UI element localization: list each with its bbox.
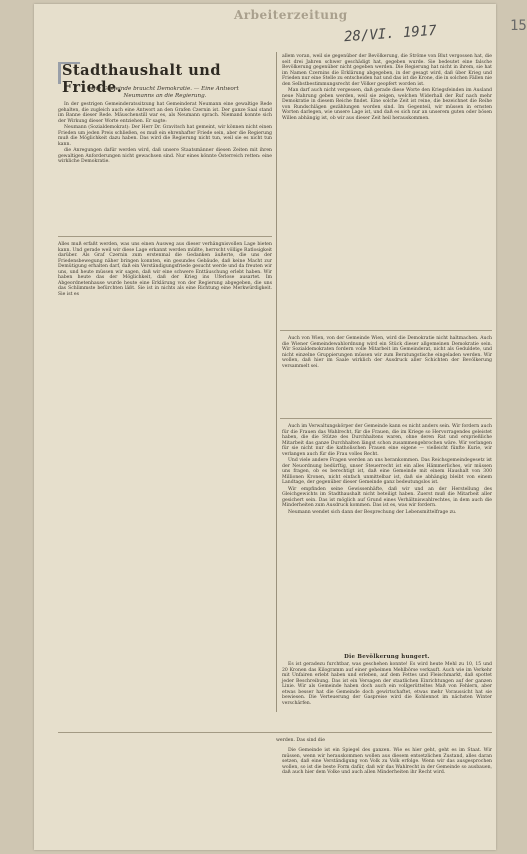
paragraph: Die Gemeinde ist ein Spiegel des ganzen. Wie es hier geht, geht es im Staat. Wir müssen, wenn wir herauskommen wollen aus diesem entsetzlichen Zustand, alles daran setzen, daß eine Verständigung von Volk zu Volk erfolge. Wenn wir das ausgesprochen wollen, so ist die beste Form dafür, daß wir das Wahlrecht in der Gemeinde so ausbauen, daß auch hier dem Volke und auch allen Minderheiten ihr Recht wird. bbox=[282, 748, 492, 775]
right-column-lower bbox=[282, 424, 492, 650]
page-number: 15 bbox=[510, 18, 527, 34]
section-divider bbox=[280, 418, 492, 419]
paragraph: werden. Das sind die bbox=[276, 738, 325, 743]
subhead: Die Gemeinde braucht Demokratie. — Eine Antwort bbox=[91, 86, 239, 92]
paragraph: Alles muß erfaßt werden, was uns einen Ausweg aus dieser verhängnisvollen Lage bieten kann. Und gerade weil wir diese Lage erkannt werden müßte, herrscht völlige Ratlosigkeit darüber. Als Graf Czernin zum erstenmal die Gedanken äußerte, die uns der Friedensbewegung näher bringen konnten, ein gesundes Gebäude, daß keine Macht zur Demütigung erhalten darf, daß ein Verständigungsfriede gesucht werde und da freuten wir uns, und heute müssen wir sagen, daß wir eine schwere Enttäuschung erlebt haben. Wir haben heute das der Möglichkeit, daß der Krieg ins Uferlose ausartet. Im Abgeordnetenhause wurde heute eine Erklärung von der Regierung abgegeben, die uns das Schlimmste befürchten läßt. Sie ist in nichts als eine Richtung eine Merkwürdigkeit. Sie ist es bbox=[58, 242, 272, 297]
paragraph: Neumann (Sozialdemokrat): Der Herr Dr. Gravitsch hat gemeint, wir können nicht einen Frieden um jeden Preis schließen, es muß ein ehrenhafter Friede sein, aber die Regierung muß die Möglichkeit dazu haben. Das wird die Regierung nicht tun, weil sie es nicht tun kann. bbox=[58, 125, 272, 147]
paragraph: Neumann wendet sich dann der Besprechung der Lebensmittelfrage zu. bbox=[288, 509, 457, 515]
paragraph: Wir empfinden seine Gewissenhäfte, daß wir und an der Herstellung des Gleichgewichts im Stadthaushalt nicht beteiligt haben. Zuerst muß die Mitarbeit aller gesichert sein. Das ist möglich auf Grund eines Verhältniswahlrechtes, in dem auch die Minderheiten zum Ausdruck kommen. Das ist es, was wir fordern. bbox=[282, 486, 492, 508]
left-column-bottom bbox=[58, 242, 272, 338]
left-column-top bbox=[58, 102, 272, 234]
headline: Stadthaushalt und Friede. bbox=[62, 62, 221, 96]
bottom-left-fragment bbox=[276, 738, 346, 746]
paragraph: Man darf auch nicht vergessen, daß gerade diese Worte den Kriegsfeinden im Ausland neue Nahrung geben werden, weil sie zeigen, welchen Widerhall der Ruf nach mehr Demokratie in diesem Reiche findet. Eine solche Zeit ist reine, die bezeichnet die Reihe von Rundschlägen gezählungen worden sind. Im Gegenteil, wir müssen in ernsten Worten darlegen, wie unsere Lage ist, und daß es sich nur an unserem guten oder bösen Willen abhängig ist, ob wir aus dieser Zeit heil herauskommen. bbox=[282, 88, 492, 121]
right-column-top bbox=[282, 54, 492, 326]
subhead-2: Neumanns an die Regierung. bbox=[123, 93, 207, 99]
paragraph: Auch im Verwaltungskörper der Gemeinde kann es nicht anders sein. Wir fordern auch für die Frauen das Wahlrecht, für die Frauen, die im Kriege so Hervorragendes geleistet haben, die die Stütze des Durchhaltens waren, ohne deren Rat und ersprießliche Mitarbeit das ganze Durchhalten längst schon zusammengebrochen wäre. Wir verlangen für sie nicht nur die katholischen Frauen eine eigene — vielleicht fünfte Kurie, wir verlangen auch für die Frau volles Recht. bbox=[282, 424, 492, 457]
handwritten-date: 28/VI. 1917 bbox=[343, 22, 438, 46]
section-divider bbox=[280, 330, 492, 331]
paragraph: die Anregungen dafür werden wird, daß unsere Staatsmänner diesen Zeiten mit ihren gewaltigen Anforderungen nicht gewachsen sind. Nur eines könnte Österreich retten: eine wirkliche Demokratie. bbox=[58, 148, 272, 164]
paragraph: Es ist geradezu furchtbar, was geschehen konnte! Es wird heute Mehl zu 10, 15 und 20 Kronen das Kilogramm auf einer geheimen Mehlbörse verkauft. Auch wie im Verkehr mit Unfairen erlebt haben und erleben, auf dem Fettes und Fleischmarkt, daß spottet jeder Beschreibung. Das ist ein Versagen der staatlichen Einrichtungen auf der ganzen Linie. Wir als Gemeinde haben doch auch ein vollgerütteltes Maß von Fehlern, aber etwas besser hat die Gemeinde doch gewirtschaftet, etwas mehr Voraussicht hat sie bewiesen. Die Verteuerung der Gaspreise wird die Kohlennot im nächsten Winter verschärfen. bbox=[282, 662, 492, 706]
paragraph: In der gestrigen Gemeinderatssitzung hat Gemeinderat Neumann eine gewaltige Rede gehalten, die zugleich auch eine Antwort an den Grafen Czernin ist. Der ganze Saal stand im Banne dieser Rede. Mäuschenstill war es, als Neumann sprach. Niemand konnte sich der Wirkung dieser Worte entziehen. Er sagte: bbox=[58, 102, 272, 124]
masthead: Arbeiterzeitung bbox=[234, 8, 348, 22]
paragraph: allem voran, weil sie gegenüber der Bevölkerung, die Ströme von Blut vergossen hat, die seit drei Jahren schwer geschädigt hat, gegeben wurde. Sie bedeutet eine falsche Bevölkerung gegenüber nicht gegeben werden. Die Regierung hat nicht in ihrem, sie hat im Namen Czernins die Erklärung abgegeben, in der gesagt wird, daß über Krieg und Frieden nur eine Stelle zu entscheiden hat und das ist die Krone, die in solchen Fällen nie den Selbstbestimmungsrecht der Völker geopfert worden ist. bbox=[282, 54, 492, 87]
paragraph: Auch von Wien, von der Gemeinde Wien, wird die Demokratie nicht haltmachen. Auch die Wiener Gemeindewahlordnung wird ein Stück dieser allgemeinen Demokratie sein. Wir Sozialdemokraten fordern volle Mitarbeit im Gemeinderat, nicht als Geduldete, und nicht einzelne Gruppierungen müssen wir zum Beratungstische eingeladen werden. Wir wollen, daß hier im Saale wirklich der Ausdruck aller Schichten der Bevölkerung versammelt sei. bbox=[282, 336, 492, 369]
paragraph: Und viele andere Fragen werden an uns herankommen. Das Reichsgemeindegesetz ist der Neuordnung bedürftig, unser Steuerrecht ist ein alles Hämmerliches, wir müssen uns fragen, ob es berechtigt ist, daß eine Gemeinde mit einem Haushalt von 300 Millionen Kronen, nicht einfach unmittelbar ist, daß sie abhängig bleibt von einem Landtage, der gegenüber dieser Gemeinde ganz bedeutungslos ist. bbox=[282, 458, 492, 485]
right-column-section2 bbox=[282, 662, 492, 730]
section-title: Die Bevölkerung hungert. bbox=[344, 654, 430, 660]
bottom-right-column bbox=[282, 748, 492, 808]
section-divider bbox=[58, 236, 272, 237]
right-column-mid bbox=[282, 336, 492, 416]
section-divider bbox=[58, 732, 492, 733]
pencil-mark bbox=[58, 64, 61, 84]
column-divider bbox=[276, 52, 277, 712]
